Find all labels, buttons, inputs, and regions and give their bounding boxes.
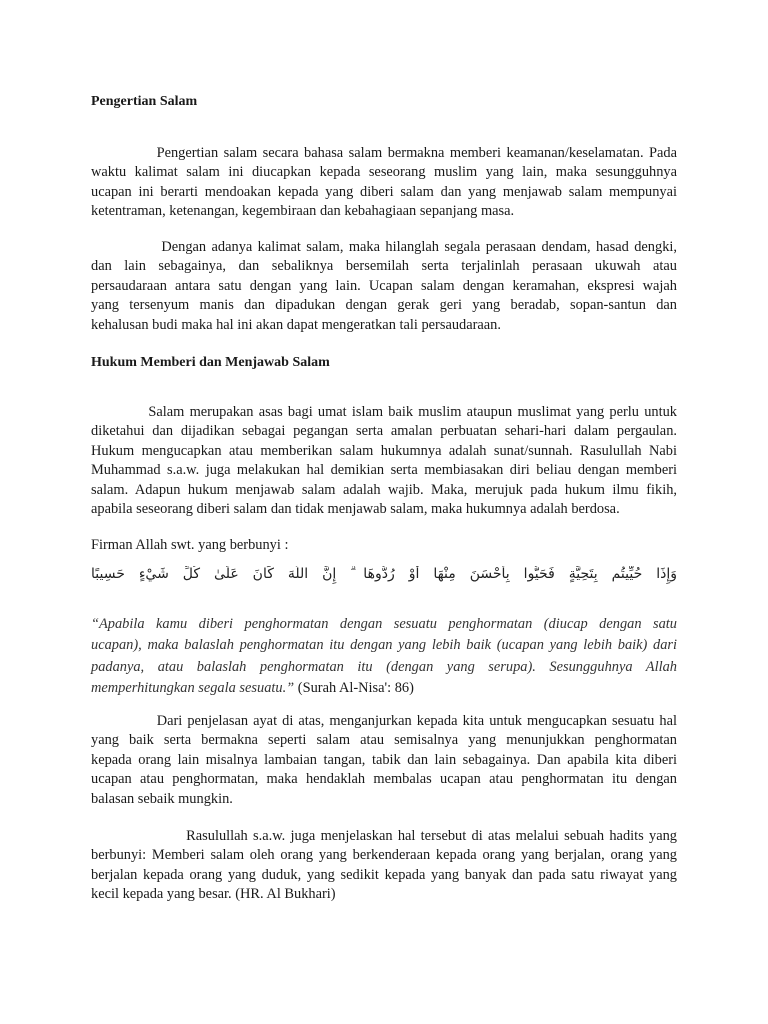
text-line: Salam merupakan asas bagi umat islam baik muslim ataupun muslimat yang perlu untuk: [91, 404, 677, 420]
text-line: [91, 678, 677, 699]
text-line: [91, 614, 677, 635]
paragraph-penjelasan-ayat: [91, 712, 677, 809]
text-line: Dengan adanya kalimat salam, maka hilanglah segala perasaan dendam, hasad dengki,: [91, 239, 677, 255]
italic-text: memperhitungkan segala sesuatu.”: [91, 680, 295, 697]
text-line: apabila seseorang diberi salam dan tidak menjawab salam, maka hukumnya adalah berdosa.: [91, 501, 620, 518]
heading-hukum-salam: Hukum Memberi dan Menjawab Salam: [91, 355, 330, 370]
text-line: yang tersenyum manis dan dipadukan dengan gerak geri yang beradab, sopan-santun dan: [91, 297, 677, 314]
heading-pengertian-salam: Pengertian Salam: [91, 94, 198, 109]
text-line: Muhammad s.a.w. juga melakukan hal demikian serta membiasakan diri beliau dengan memberi: [91, 462, 677, 479]
text-line: salam. Adapun hukum menjawab salam adalah wajib. Maka, merujuk pada hukum ilmu fikih,: [91, 481, 677, 498]
text-line: Hukum mengucapkan atau memberikan salam hukumnya adalah sunat/sunnah. Rasulullah Nabi: [91, 442, 677, 459]
text-line: yang baik serta bermakna seperti salam atau semisalnya yang menunjukkan penghormatan: [91, 732, 677, 749]
verse-source: (Surah Al-Nisa': 86): [294, 680, 414, 697]
text-line: balasan sebaik mungkin.: [91, 790, 233, 807]
paragraph-pengertian: [91, 144, 677, 222]
italic-text: “Apabila kamu diberi penghormatan dengan sesuatu penghormatan (diucap dengan satu: [91, 616, 677, 632]
text-line: Rasulullah s.a.w. juga menjelaskan hal tersebut di atas melalui sebuah hadits yang: [91, 828, 677, 844]
text-line: berbunyi: Memberi salam oleh orang yang berkenderaan kepada orang yang berjalan, orang yang: [91, 847, 677, 864]
text-line: persaudaraan antara satu dengan yang lain. Ucapan salam dengan keramahan, ekspresi wajah: [91, 277, 677, 294]
italic-text: ucapan), maka balaslah penghormatan itu dengan yang lebih baik (ucapan yang lebih baik) dari: [91, 637, 677, 654]
italic-text: padanya, atau balaslah penghormatan itu (dengan yang serupa). Sesungguhnya Allah: [91, 658, 677, 675]
text-line: kepada orang lain misalnya lambaian tangan, tabik dan lain sebagainya. Dan apabila kita diberi: [91, 751, 677, 768]
paragraph-hadits: [91, 827, 677, 905]
text-line: ucapan atau penghormatan, maka hendaklah membalas ucapan atau penghormatan itu dengan: [91, 771, 677, 788]
text-line: kehalusan budi maka hal ini akan dapat mengeratkan tali persaudaraan.: [91, 316, 501, 333]
text-line: waktu kalimat salam ini diucapkan kepada seseorang muslim yang lain, maka sesungguhnya: [91, 164, 677, 181]
arabic-verse: وَإِذَا حُيِّيتُم بِتَحِيَّةٍ فَحَيُّوا بِأَحْسَنَ مِنْهَا أَوْ رُدُّوهَا ۗ إِنَّ اللَّهَ كَانَ عَلَىٰ كُلِّ شَيْءٍ حَسِيبًا: [91, 566, 677, 582]
text-line: Pengertian salam secara bahasa salam bermakna memberi keamanan/keselamatan. Pada: [91, 145, 677, 161]
text-line: [91, 635, 677, 656]
text-line: ketentraman, ketenangan, kegembiraan dan kebahagiaan sepanjang masa.: [91, 203, 515, 220]
verse-translation: [91, 614, 677, 700]
paragraph-kalimat-salam: [91, 238, 677, 335]
text-line: dan lain sebagainya, dan sebaliknya bersemilah serta terjalinlah perasaan ukuwah atau: [91, 258, 677, 275]
text-line: [91, 657, 677, 678]
paragraph-hukum: [91, 403, 677, 519]
text-line: kecil kepada yang besar. (HR. Al Bukhari): [91, 886, 336, 903]
firman-label: Firman Allah swt. yang berbunyi :: [91, 537, 289, 553]
text-line: Dari penjelasan ayat di atas, menganjurkan kepada kita untuk mengucapkan sesuatu hal: [91, 713, 677, 729]
text-line: diketahui dan dijadikan sebagai pegangan serta amalan perbuatan sehari-hari dalam pergaulan.: [91, 423, 677, 440]
text-line: ucapan ini berarti mendoakan kepada yang diberi salam dan yang menjawab salam mempunyai: [91, 183, 677, 200]
text-line: berjalan kepada orang yang duduk, yang sedikit kepada yang banyak dan pada satu riwayat yang: [91, 866, 677, 883]
